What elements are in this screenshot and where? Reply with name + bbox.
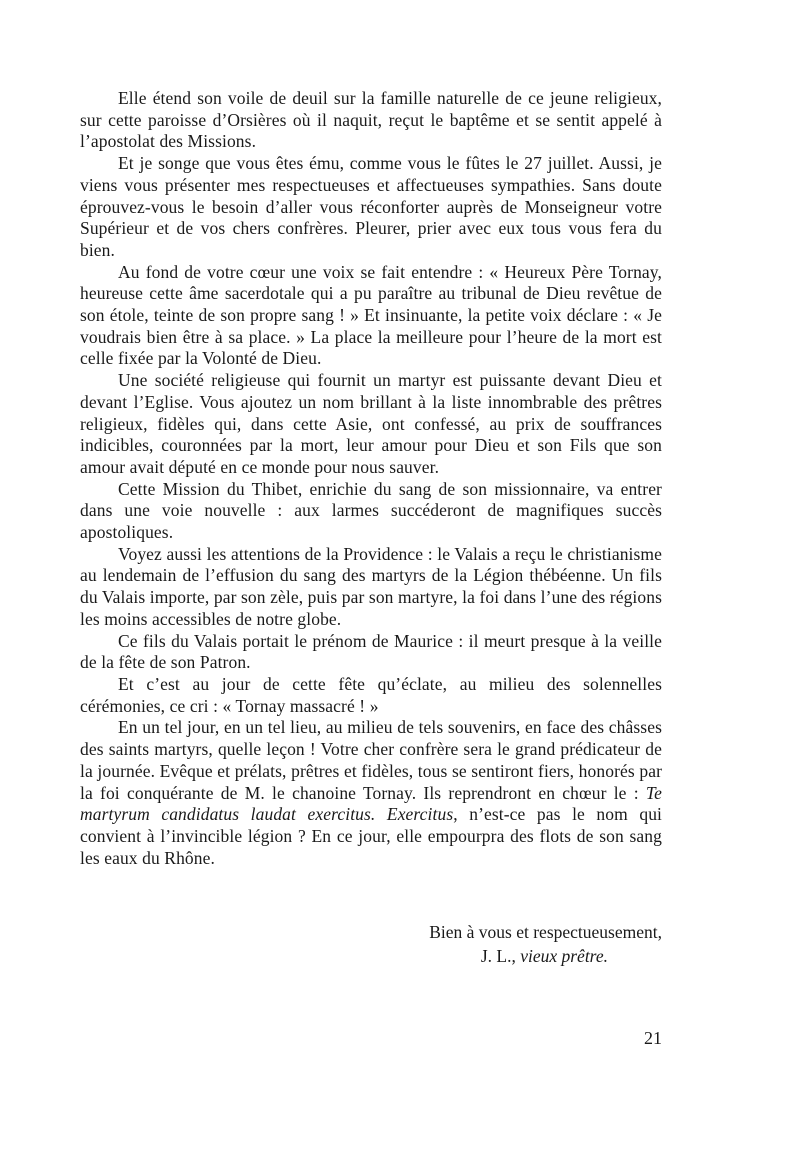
paragraph-text: Et je songe que vous êtes ému, comme vous le fûtes le 27 juillet. Aussi, je viens vous présenter mes respectueuses et affectueuses sympathies. Sans doute éprouvez-vous le besoin d’aller vous réconforter auprès de Monseigneur votre Supérieur et de vos chers confrères. Pleurer, prier avec eux tous vous fera du bien. xyxy=(80,153,662,260)
signature-title: vieux prêtre. xyxy=(520,946,608,966)
paragraph xyxy=(80,717,662,869)
paragraph xyxy=(80,479,662,544)
paragraph xyxy=(80,153,662,262)
paragraph xyxy=(80,544,662,631)
paragraph xyxy=(80,674,662,717)
paragraph-text: Une société religieuse qui fournit un martyr est puissante devant Dieu et devant l’Eglise. Vous ajoutez un nom brillant à la liste innombrable des prêtres religieux, fidèles qui, dans cette Asie, ont confessé, au prix de souffrances indicibles, couronnées par la mort, leur amour pour Dieu et son Fils que son amour avait député en ce monde pour nous sauver. xyxy=(80,370,662,477)
paragraph-text: Au fond de votre cœur une voix se fait entendre : « Heureux Père Tornay, heureuse cette âme sacerdotale qui a pu paraître au tribunal de Dieu revêtue de son étole, teinte de son propre sang ! » Et insinuante, la petite voix déclare : « Je voudrais bien être à sa place. » La place la meilleure pour l’heure de la mort est celle fixée par la Volonté de Dieu. xyxy=(80,261,662,369)
closing-salutation: Bien à vous et respectueusement, xyxy=(429,922,662,942)
paragraph-text: En un tel jour, en un tel lieu, au milieu de tels souvenirs, en face des châsses des saints martyrs, quelle leçon ! Votre cher confrère sera le grand prédicateur de la journée. Evêque et prélats, prêtres et fidèles, tous se sentiront fiers, honorés par la foi conquérante de M. le chanoine Tornay. Ils reprendront en chœur le : xyxy=(80,717,662,803)
letter-closing xyxy=(80,920,662,968)
page-number: 21 xyxy=(644,1028,662,1048)
letter-body xyxy=(80,88,662,869)
paragraph-text: Et c’est au jour de cette fête qu’éclate, au milieu des solennelles cérémonies, ce cri : « Tornay massacré ! » xyxy=(80,673,662,716)
paragraph-text: Voyez aussi les attentions de la Providence : le Valais a reçu le christianisme au lendemain de l’effusion du sang des martyrs de la Légion thébéenne. Un fils du Valais importe, par son zèle, puis par son martyre, la foi dans l’une des régions les moins accessibles de notre globe. xyxy=(80,543,662,629)
paragraph xyxy=(80,262,662,371)
paragraph-text: , n’est-ce pas le nom qui convient à l’invincible légion ? En ce jour, elle empourpra des flots de son sang les eaux du Rhône. xyxy=(80,804,663,868)
paragraph-text: Elle étend son voile de deuil sur la famille naturelle de ce jeune religieux, sur cette paroisse d’Orsières où il naquit, reçut le baptême et se sentit appelé à l’apostolat des Missions. xyxy=(80,88,662,152)
signature-initials: J. L., xyxy=(480,946,521,966)
paragraph xyxy=(80,631,662,674)
paragraph xyxy=(80,88,662,153)
paragraph xyxy=(80,370,662,479)
signature xyxy=(80,944,662,968)
latin-quote: Te martyrum candidatus laudat exercitus. Exercitus xyxy=(80,782,662,825)
paragraph-text: Cette Mission du Thibet, enrichie du sang de son missionnaire, va entrer dans une voie nouvelle : aux larmes succéderont de magnifiques succès apostoliques. xyxy=(80,478,662,543)
paragraph-text: Ce fils du Valais portait le prénom de Maurice : il meurt presque à la veille de la fête de son Patron. xyxy=(80,630,662,673)
